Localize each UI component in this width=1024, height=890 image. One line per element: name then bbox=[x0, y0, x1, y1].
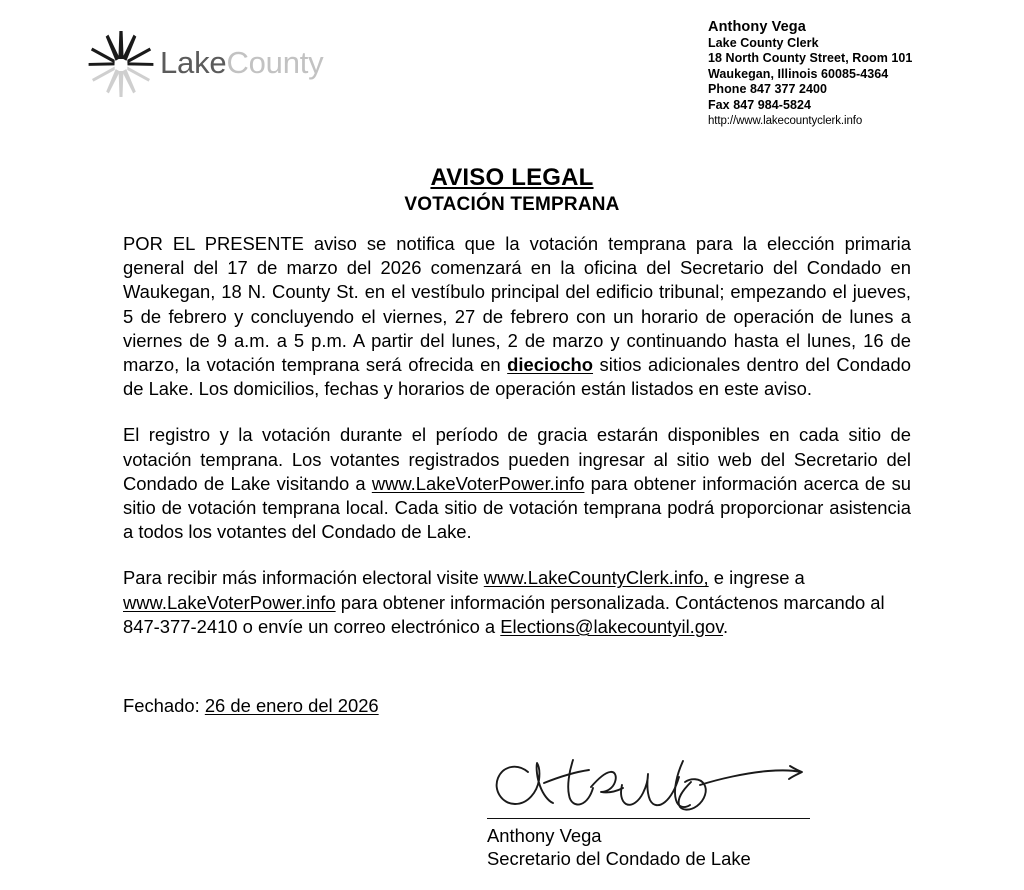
link-lakecountyclerk[interactable]: www.LakeCountyClerk.info, bbox=[483, 567, 709, 589]
paragraph1-part2: sitios adicionales dentro del Condado de Lake. Los domicilios, fechas y horarios de operación están listados en este aviso. bbox=[123, 354, 911, 400]
notice-title bbox=[0, 164, 1024, 216]
date-value: 26 de enero del 2026 bbox=[204, 695, 379, 716]
link-elections-email[interactable]: Elections@lakecountyil.gov bbox=[500, 615, 724, 637]
notice-body bbox=[123, 232, 911, 661]
paragraph-early-voting-schedule bbox=[123, 232, 911, 401]
clerk-address-line1: 18 North County Street, Room 101 bbox=[708, 51, 913, 66]
paragraph3-part3: para obtener información personalizada. Contáctenos marcando al 847-377-2410 o envíe un correo electrónico a bbox=[123, 591, 885, 637]
clerk-website: http://www.lakecountyclerk.info bbox=[708, 114, 863, 127]
signature-title: Secretario del Condado de Lake bbox=[487, 848, 751, 869]
paragraph-contact-information bbox=[123, 566, 911, 639]
link-lakevoterpower[interactable]: www.LakeVoterPower.info bbox=[371, 472, 585, 494]
logo-word-lake: Lake bbox=[160, 44, 227, 80]
paragraph1-part1: POR EL PRESENTE aviso se notifica que la votación temprana para la elección primaria general del 17 de marzo del 2026 comenzará en la oficina del Secretario del Condado en Waukegan, 18 N. County St. en el vestíbulo principal del edificio tribunal; empezando el jueves, 5 de febrero y concluyendo el viernes, 27 de febrero con un horario de operación de lunes a viernes de 9 a.m. a 5 p.m. A partir del lunes, 2 de marzo y continuando hasta el lunes, 16 de marzo, la votación temprana será ofrecida en bbox=[123, 233, 911, 376]
paragraph-grace-period-registration bbox=[123, 423, 911, 544]
notice-title-main: AVISO LEGAL bbox=[430, 164, 594, 191]
link-lakevoterpower-secondary[interactable]: www.LakeVoterPower.info bbox=[123, 591, 336, 613]
clerk-contact-block bbox=[708, 20, 912, 129]
signature-rule bbox=[487, 818, 810, 819]
paragraph3-part2: e ingrese a bbox=[708, 567, 805, 589]
logo-wordmark bbox=[160, 44, 324, 84]
paragraph1-emphasis-dieciocho: dieciocho bbox=[507, 354, 594, 376]
date-line bbox=[123, 694, 379, 718]
clerk-fax: Fax 847 984-5824 bbox=[708, 97, 811, 112]
paragraph3-part4: . bbox=[723, 615, 729, 637]
notice-title-sub: VOTACIÓN TEMPRANA bbox=[404, 194, 620, 215]
clerk-role: Lake County Clerk bbox=[708, 35, 819, 50]
paragraph2-part1: El registro y la votación durante el período de gracia estarán disponibles en cada sitio de votación temprana. Los votantes registrados pueden ingresar al sitio web del Secretario del Condado de Lake visitando a bbox=[123, 424, 911, 494]
starburst-icon bbox=[88, 26, 154, 104]
signature-block bbox=[487, 752, 817, 870]
paragraph3-part1: Para recibir más información electoral visite bbox=[123, 567, 484, 589]
clerk-address-line2: Waukegan, Illinois 60085-4364 bbox=[708, 66, 889, 81]
lake-county-logo bbox=[88, 26, 323, 104]
handwritten-signature bbox=[487, 752, 813, 820]
letterhead bbox=[0, 0, 1024, 140]
clerk-name: Anthony Vega bbox=[708, 19, 806, 35]
date-label: Fechado: bbox=[123, 695, 200, 716]
signature-name: Anthony Vega bbox=[487, 825, 602, 846]
logo-word-county: County bbox=[226, 44, 324, 80]
paragraph2-part2: para obtener información acerca de su sitio de votación temprana local. Cada sitio de votación temprana podrá proporcionar asistencia a todos los votantes del Condado de Lake. bbox=[123, 472, 911, 543]
clerk-phone: Phone 847 377 2400 bbox=[708, 82, 828, 97]
